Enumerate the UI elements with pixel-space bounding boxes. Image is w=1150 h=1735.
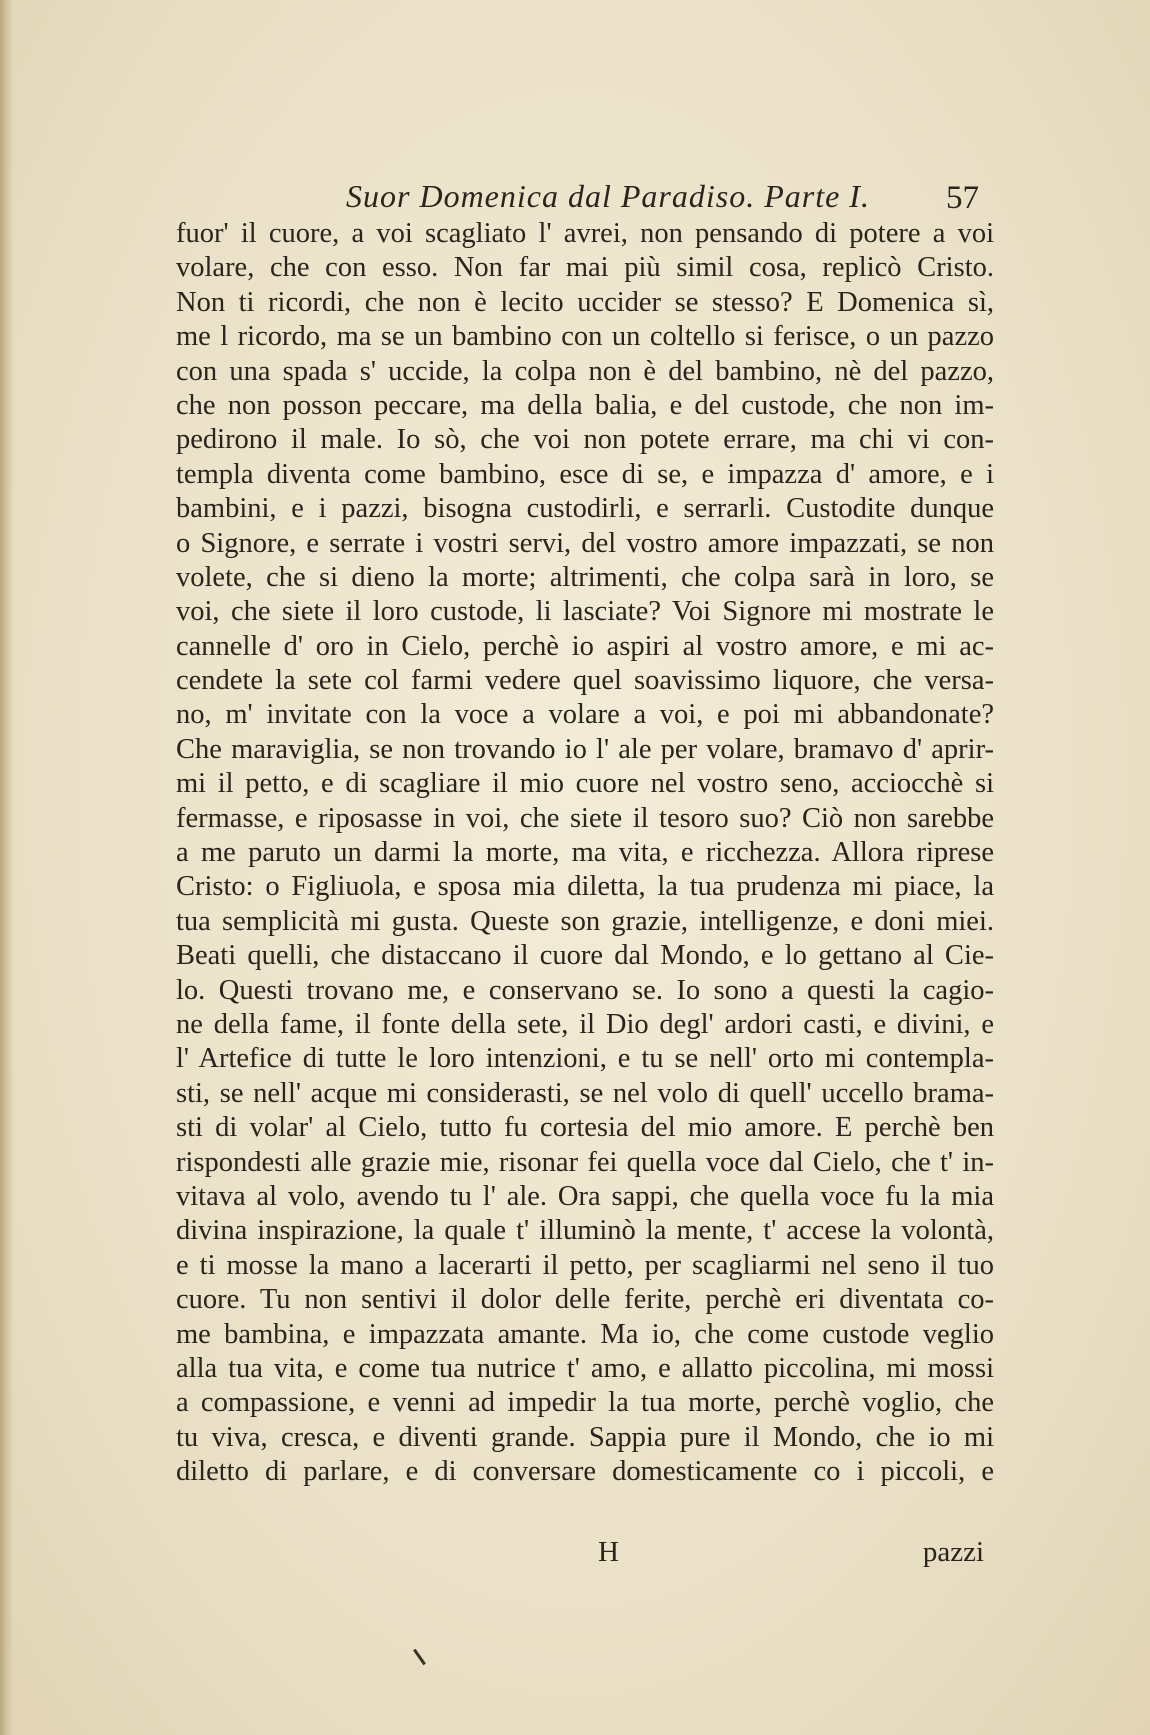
text-line: sti di volar' al Cielo, tutto fu cortesia del mio amore. E perchè ben — [176, 1112, 994, 1144]
text-line: volete, che si dieno la morte; altrimenti, che colpa sarà in loro, se — [176, 561, 994, 593]
text-line: templa diventa come bambino, esce di se, e impazza d' amore, e i — [176, 458, 994, 490]
ink-stray-mark — [413, 1649, 426, 1665]
text-line: Non ti ricordi, che non è lecito uccider se stesso? E Domenica sì, — [176, 286, 994, 318]
text-line: divina inspirazione, la quale t' illuminò la mente, t' accese la volontà, — [176, 1215, 994, 1247]
page-number: 57 — [946, 180, 979, 216]
text-line: pedirono il male. Io sò, che voi non potete errare, ma chi vi con- — [176, 424, 994, 456]
text-line: no, m' invitate con la voce a volare a voi, e poi mi abbandonate? — [176, 699, 994, 731]
text-line: Che maraviglia, se non trovando io l' ale per volare, bramavo d' aprir- — [176, 733, 994, 765]
catchword: pazzi — [922, 1536, 984, 1568]
text-line: cuore. Tu non sentivi il dolor delle ferite, perchè eri diventata co- — [176, 1284, 994, 1316]
text-line: e ti mosse la mano a lacerarti il petto, per scagliarmi nel seno il tuo — [176, 1249, 994, 1281]
text-line: cendete la sete col farmi vedere quel soavissimo liquore, che versa- — [176, 665, 994, 697]
text-line: me l ricordo, ma se un bambino con un coltello si ferisce, o un pazzo — [176, 321, 994, 353]
text-line: alla tua vita, e come tua nutrice t' amo, e allatto piccolina, mi mossi — [176, 1352, 994, 1384]
text-line: me bambina, e impazzata amante. Ma io, che come custode veglio — [176, 1318, 994, 1350]
text-line: mi il petto, e di scagliare il mio cuore nel vostro seno, acciocchè si — [176, 768, 994, 800]
text-line: con una spada s' uccide, la colpa non è del bambino, nè del pazzo, — [176, 355, 994, 387]
text-line: fermasse, e riposasse in voi, che siete il tesoro suo? Ciò non sarebbe — [176, 802, 994, 834]
text-line: ne della fame, il fonte della sete, il Dio degl' ardori casti, e divini, e — [176, 1008, 994, 1040]
text-line: Cristo: o Figliuola, e sposa mia diletta, la tua prudenza mi piace, la — [176, 871, 994, 903]
text-line: volare, che con esso. Non far mai più simil cosa, replicò Cristo. — [176, 252, 994, 284]
text-line: o Signore, e serrate i vostri servi, del vostro amore impazzati, se non — [176, 527, 994, 559]
text-line: voi, che siete il loro custode, li lasciate? Voi Signore mi mostrate le — [176, 596, 994, 628]
page-gutter-shadow — [0, 0, 14, 1735]
text-line: a compassione, e venni ad impedir la tua morte, perchè voglio, che — [176, 1387, 994, 1419]
text-line: a me paruto un darmi la morte, ma vita, e ricchezza. Allora riprese — [176, 837, 994, 869]
text-line: tua semplicità mi gusta. Queste son grazie, intelligenze, e doni miei. — [176, 905, 994, 937]
text-line: vitava al volo, avendo tu l' ale. Ora sappi, che quella voce fu la mia — [176, 1180, 994, 1212]
text-line: rispondesti alle grazie mie, risonar fei quella voce dal Cielo, che t' in- — [176, 1146, 994, 1178]
text-line: sti, se nell' acque mi considerasti, se nel volo di quell' uccello brama- — [176, 1077, 994, 1109]
body-text — [176, 217, 994, 1489]
running-title: Suor Domenica dal Paradiso. Parte I. — [346, 178, 870, 214]
text-line: lo. Questi trovano me, e conservano se. Io sono a questi la cagio- — [176, 974, 994, 1006]
signature-mark: H — [598, 1536, 619, 1568]
page-footer — [176, 1536, 994, 1580]
text-line: che non posson peccare, ma della balia, e del custode, che non im- — [176, 389, 994, 421]
text-line: fuor' il cuore, a voi scagliato l' avrei, non pensando di potere a voi — [176, 218, 994, 249]
text-line: diletto di parlare, e di conversare domesticamente co i piccoli, e — [176, 1456, 994, 1488]
text-line: tu viva, cresca, e diventi grande. Sappia pure il Mondo, che io mi — [176, 1421, 994, 1453]
text-line: cannelle d' oro in Cielo, perchè io aspiri al vostro amore, e mi ac- — [176, 630, 994, 662]
text-line: Beati quelli, che distaccano il cuore dal Mondo, e lo gettano al Cie- — [176, 940, 994, 972]
text-line: l' Artefice di tutte le loro intenzioni, e tu se nell' orto mi contempla- — [176, 1043, 994, 1075]
text-line: bambini, e i pazzi, bisogna custodirli, e serrarli. Custodite dunque — [176, 493, 994, 525]
